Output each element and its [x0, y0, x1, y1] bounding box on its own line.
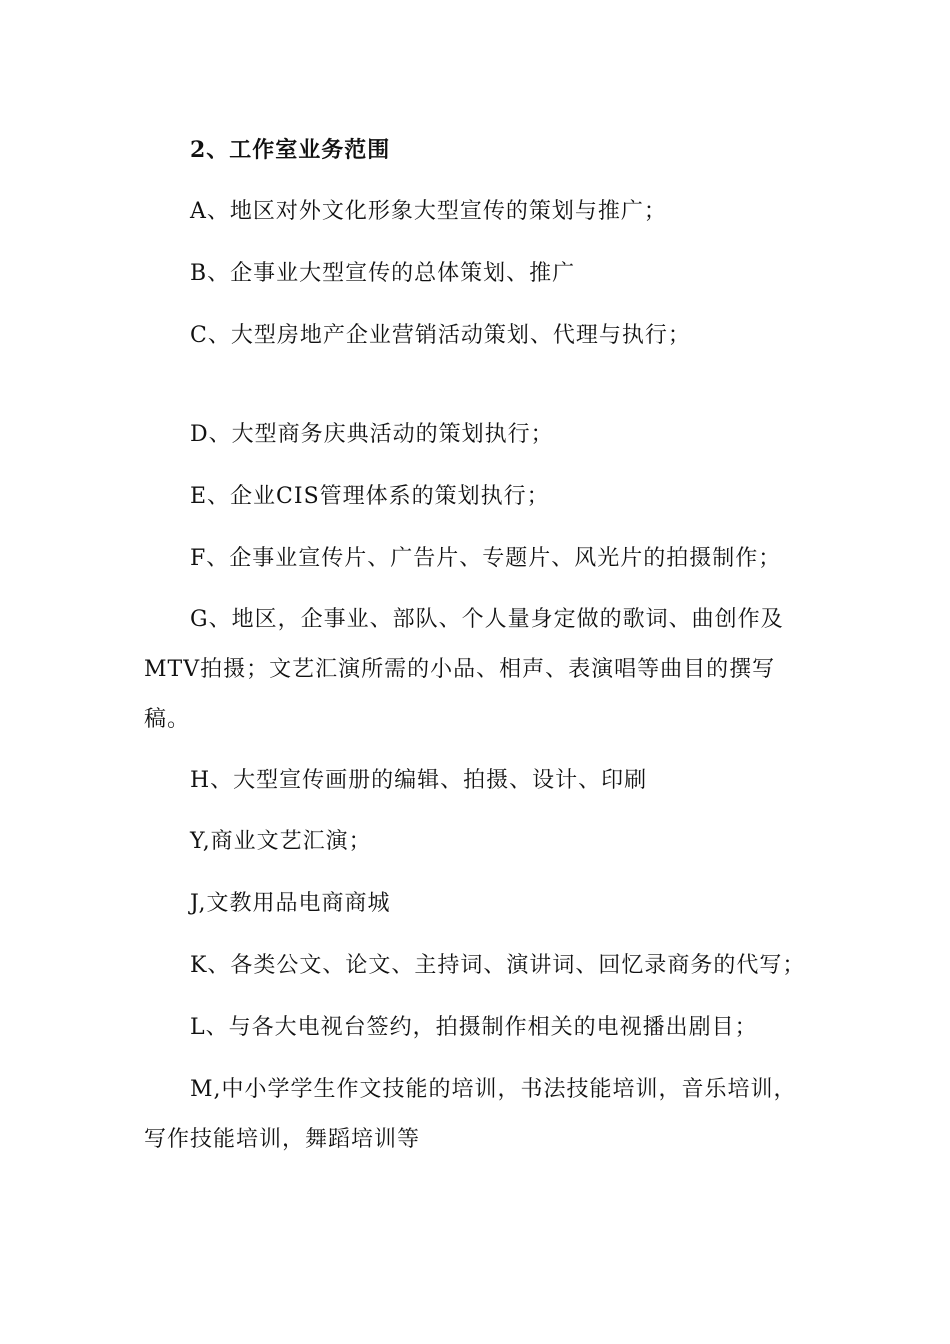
list-item: L、与各大电视台签约，拍摄制作相关的电视播出剧目； — [190, 1015, 758, 1040]
list-item: C、大型房地产企业营销活动策划、代理与执行； — [190, 323, 691, 348]
list-item: K、各类公文、论文、主持词、演讲词、回忆录商务的代写； — [190, 953, 806, 978]
list-item: B、企事业大型宣传的总体策划、推广 — [190, 261, 576, 286]
list-item: Y,商业文艺汇演； — [190, 829, 372, 854]
list-item: G、地区，企事业、部队、个人量身定做的歌词、曲创作及MTV拍摄；文艺汇演所需的小品、相声、表演唱等曲目的撰写稿。 — [144, 607, 784, 732]
section-heading: 2、工作室业务范围 — [190, 137, 391, 163]
list-item: M,中小学学生作文技能的培训，书法技能培训，音乐培训，写作技能培训，舞蹈培训等 — [144, 1077, 797, 1152]
list-item: H、大型宣传画册的编辑、拍摄、设计、印刷 — [190, 768, 648, 793]
list-item: D、大型商务庆典活动的策划执行； — [190, 422, 554, 447]
list-item: E、企业CIS管理体系的策划执行； — [190, 484, 550, 509]
list-item: J,文教用品电商商城 — [190, 891, 391, 916]
list-item: F、企事业宣传片、广告片、专题片、风光片的拍摄制作； — [190, 546, 782, 571]
list-item: A、地区对外文化形象大型宣传的策划与推广； — [190, 199, 667, 224]
